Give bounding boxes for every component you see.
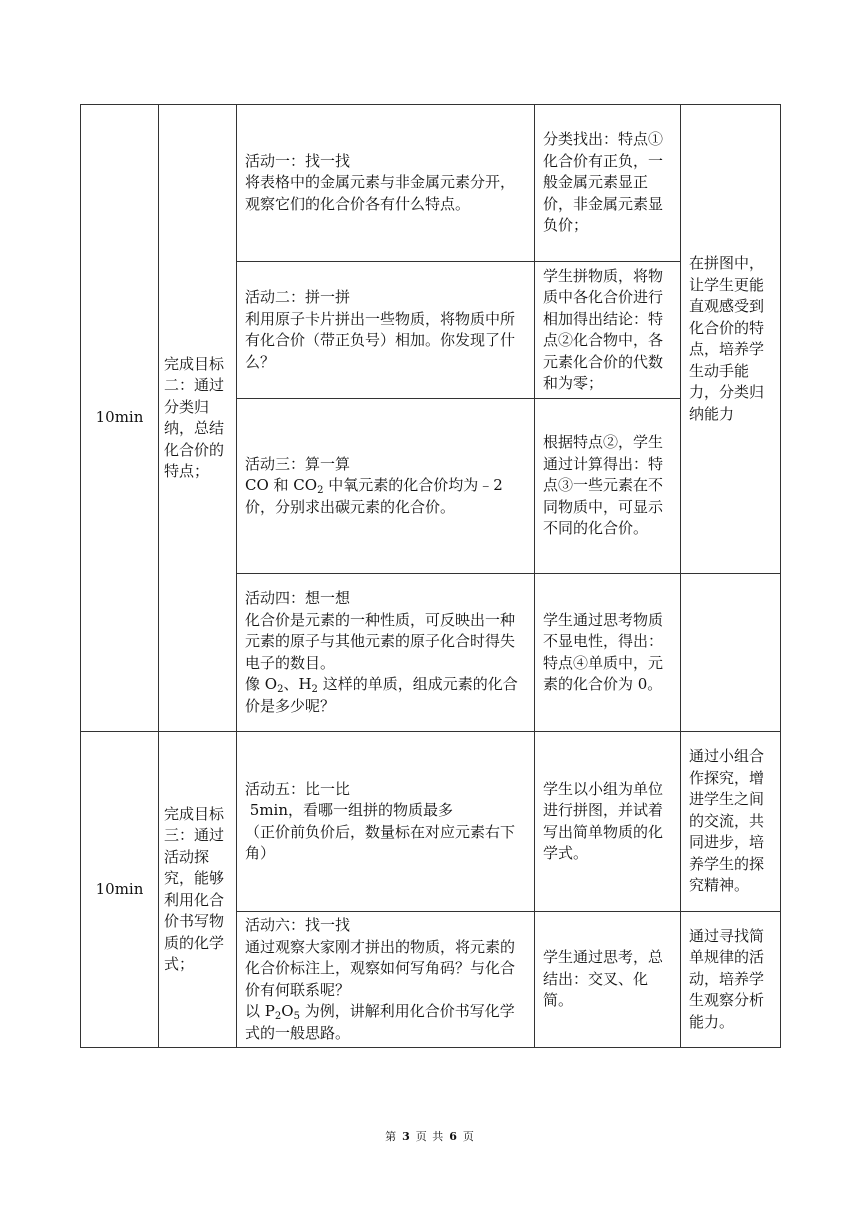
activity-cell [237,732,535,912]
goal-cell: 完成目标二：通过分类归纳，总结化合价的特点； [159,105,237,732]
student-activity-cell: 学生拼物质，将物质中各化合价进行相加得出结论：特点②化合物中，各元素化合价的代数和为零； [535,262,681,399]
student-activity-cell: 学生通过思考，总结出：交叉、化简。 [535,912,681,1048]
activity-body: 5min，看哪一组拼的物质最多 [245,801,454,819]
activity-body: 通过观察大家刚才拼出的物质，将元素的化合价标注上，观察如何写角码？与化合价有何联系呢？ [245,937,516,999]
footer-prefix: 第 [385,1130,398,1143]
student-activity-cell: 分类找出：特点①化合价有正负，一般金属元素显正价，非金属元素显负价； [535,105,681,262]
activity-cell [237,399,535,574]
activity-title: 活动三：算一算 [245,454,351,473]
student-activity-cell: 根据特点②，学生通过计算得出：特点③一些元素在不同物质中，可显示不同的化合价。 [535,399,681,574]
activity-cell [237,262,535,399]
student-activity-cell: 学生以小组为单位进行拼图，并试着写出简单物质的化学式。 [535,732,681,912]
activity-title: 活动二：拼一拼 [245,288,351,306]
activity-cell [237,574,535,732]
goal-cell: 完成目标三：通过活动探究，能够利用化合价书写物质的化学式； [159,732,237,1048]
activity-body-2: （正价前负价后，数量标在对应元素右下角） [245,822,516,862]
activity-cell [237,105,535,262]
time-cell: 10min [81,732,159,1048]
activity-cell [237,912,535,1048]
activity-body-2: 以 $P_2O_5$ 为例，讲解利用化合价书写化学式的一般思路。 [245,1002,515,1042]
design-intent-cell: 通过小组合作探究，增进学生之间的交流，共同进步，培养学生的探究精神。 [681,732,781,912]
activity-body-2: 像 $O_2$、$H_2$ 这样的单质，组成元素的化合价是多少呢？ [245,675,518,715]
lesson-plan-table [80,104,781,1048]
activity-body: 化合价是元素的一种性质，可反映出一种元素的原子与其他元素的原子化合时得失电子的数目。 [245,610,516,672]
table-row [81,732,781,912]
time-cell: 10min [81,105,159,732]
footer-middle: 页 共 [415,1130,445,1143]
activity-body: CO 和 $CO_2$ 中氧元素的化合价均为﹣2 价，分别求出碳元素的化合价。 [245,476,508,516]
activity-body: 将表格中的金属元素与非金属元素分开，观察它们的化合价各有什么特点。 [245,173,516,213]
footer-suffix: 页 [462,1130,475,1143]
table-row [81,105,781,262]
current-page-number: 3 [402,1130,411,1143]
design-intent-cell-empty [681,574,781,732]
activity-title: 活动四：想一想 [245,589,351,607]
design-intent-cell: 在拼图中，让学生更能直观感受到化合价的特点，培养学生动手能力，分类归纳能力 [681,105,781,574]
design-intent-cell: 通过寻找简单规律的活动，培养学生观察分析能力。 [681,912,781,1048]
activity-body: 利用原子卡片拼出一些物质，将物质中所有化合价（带正负号）相加。你发现了什么？ [245,309,516,371]
page-footer [0,1128,860,1144]
total-page-number: 6 [449,1130,458,1143]
activity-title: 活动六：找一找 [245,916,351,934]
student-activity-cell: 学生通过思考物质不显电性，得出：特点④单质中，元素的化合价为 0。 [535,574,681,732]
activity-title: 活动五：比一比 [245,779,351,798]
activity-title: 活动一：找一找 [245,151,351,170]
